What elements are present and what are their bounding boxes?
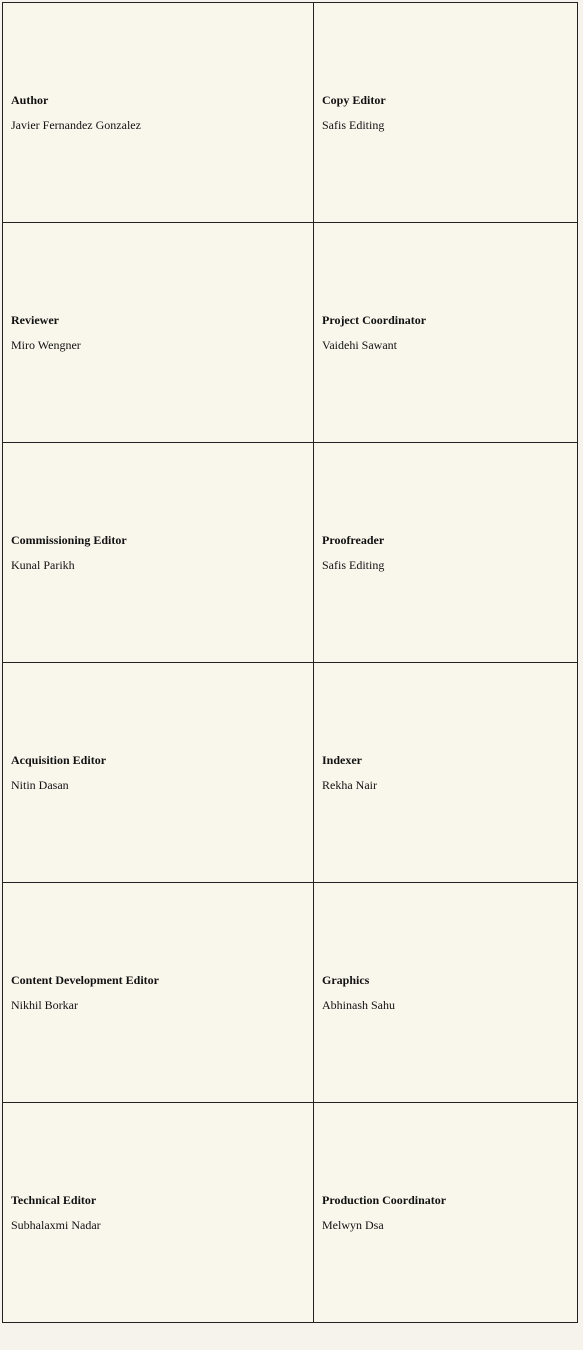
credit-role: Project Coordinator <box>322 313 427 327</box>
credits-row <box>3 1103 578 1323</box>
credit-role: Reviewer <box>11 313 59 327</box>
credit-role: Content Development Editor <box>11 973 159 987</box>
credit-role: Production Coordinator <box>322 1193 447 1207</box>
credit-cell <box>314 3 578 223</box>
credits-row <box>3 3 578 223</box>
credit-name: Safis Editing <box>322 118 385 132</box>
credit-role: Commissioning Editor <box>11 533 127 547</box>
credit-name: Safis Editing <box>322 558 385 572</box>
credit-cell <box>3 663 314 883</box>
credit-name: Nitin Dasan <box>11 778 69 792</box>
credit-role: Author <box>11 93 49 107</box>
credit-name: Abhinash Sahu <box>322 998 395 1012</box>
credit-cell <box>3 1103 314 1323</box>
credit-name: Melwyn Dsa <box>322 1218 384 1232</box>
credit-role: Graphics <box>322 973 370 987</box>
credit-role: Acquisition Editor <box>11 753 107 767</box>
credit-name: Javier Fernandez Gonzalez <box>11 118 141 132</box>
credit-cell <box>314 663 578 883</box>
credit-cell <box>3 3 314 223</box>
credit-role: Indexer <box>322 753 362 767</box>
credit-name: Miro Wengner <box>11 338 81 352</box>
credits-row <box>3 883 578 1103</box>
credit-name: Rekha Nair <box>322 778 377 792</box>
credit-role: Proofreader <box>322 533 385 547</box>
credit-name: Vaidehi Sawant <box>322 338 397 352</box>
credit-name: Kunal Parikh <box>11 558 75 572</box>
credit-cell <box>314 443 578 663</box>
credit-name: Nikhil Borkar <box>11 998 78 1012</box>
credit-cell <box>314 223 578 443</box>
credit-cell <box>314 883 578 1103</box>
credits-row <box>3 443 578 663</box>
credit-cell <box>314 1103 578 1323</box>
credits-row <box>3 663 578 883</box>
credit-role: Copy Editor <box>322 93 386 107</box>
credit-name: Subhalaxmi Nadar <box>11 1218 101 1232</box>
credits-table <box>2 2 578 1323</box>
credit-cell <box>3 443 314 663</box>
credit-cell <box>3 883 314 1103</box>
credit-role: Technical Editor <box>11 1193 97 1207</box>
credit-cell <box>3 223 314 443</box>
credits-row <box>3 223 578 443</box>
